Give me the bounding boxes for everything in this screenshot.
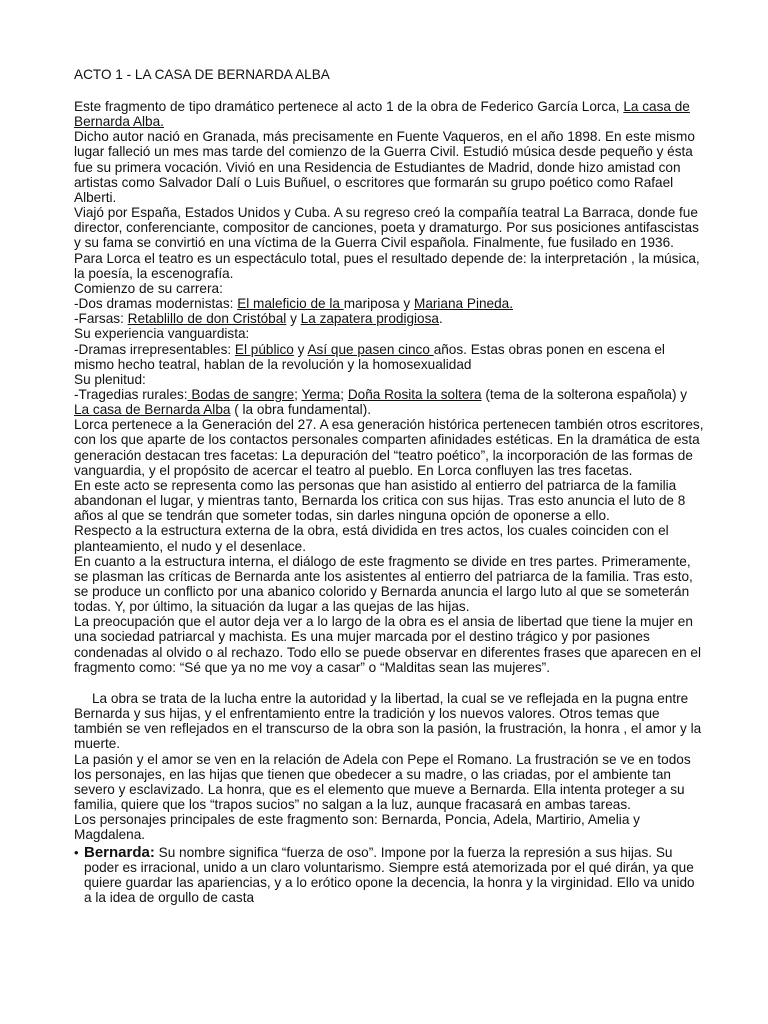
main-characters-paragraph: Los personajes principales de este fragmento son: Bernarda, Poncia, Adela, Martirio, Amelia y Magdalena.	[74, 812, 640, 843]
themes-paragraph: La obra se trata de la lucha entre la autoridad y la libertad, la cual se ve reflejada en la pugna entre Bernarda y sus hijas, y el enfrentamiento entre la tradición y los nuevos valores. Otros temas que también se ven reflejados en el transcurso de la obra son la pasión, la frustración, la honra , el amor y la muerte.	[74, 690, 702, 752]
rural-tragedies-line	[74, 387, 704, 417]
work-el-publico: El público	[234, 341, 294, 357]
work-mariana-pineda: Mariana Pineda.	[414, 296, 513, 312]
unperformable-connector: y	[293, 341, 308, 357]
rural-text: (tema de la solterona española) y	[481, 386, 688, 402]
modernist-dramas-line	[74, 296, 704, 311]
rural-sep-1: ;	[294, 386, 302, 402]
external-structure-paragraph: Respecto a la estructura externa de la obra, está dividida en tres actos, los cuales coinciden con el planteamiento, el nudo y el desenlace.	[74, 523, 669, 554]
author-bio-paragraph: Dicho autor nació en Granada, más precisamente en Fuente Vaqueros, en el año 1898. En este mismo lugar falleció un mes mas tarde del comienzo de la Guerra Civil. Estudió música desde pequeño y ésta fue su primera vocación. Vivió en una Residencia de Estudiantes de Madrid, donde hizo amistad con artistas como Salvador Dalí o Luis Buñuel, o escritores que formarán su grupo poético como Rafael Alberti.	[74, 129, 695, 205]
unperformable-text: años. Estas obras ponen en escena el mismo hecho teatral, hablan de la revolución y la homosexualidad	[74, 341, 665, 372]
theatre-concept-paragraph: Para Lorca el teatro es un espectáculo total, pues el resultado depende de: la interpretación , la música, la poesía, la escenografía.	[74, 250, 700, 281]
farces-connector: y	[286, 311, 301, 327]
intro-text: Este fragmento de tipo dramático pertenece al acto 1 de la obra de Federico García Lorca,	[74, 99, 624, 114]
work-retablillo: Retablillo de don Cristóbal	[127, 311, 287, 327]
farces-line	[74, 311, 704, 326]
document-page	[74, 66, 704, 905]
character-description: Su nombre significa “fuerza de oso”. Impone por la fuerza la represión a sus hijas. Su poder es irracional, unido a un claro voluntarismo. Siempre está atemorizada por el qué dirán, ya que quiere guardar las apariencias, y a lo erótico opone la decencia, la honra y la virginidad. Ello va unido a la idea de orgullo de casta	[84, 844, 695, 905]
act-summary-paragraph: En este acto se representa como las personas que han asistido al entierro del patriarca de la familia abandonan el lugar, y mientras tanto, Bernarda los critica con sus hijas. Tras esto anuncia el luto de 8 años al que se tendrán que someter todas, sin darles ninguna opción de oponerse a ello.	[74, 477, 686, 524]
rural-label: -Tragedias rurales:	[74, 386, 188, 402]
character-name: Bernarda:	[84, 843, 155, 861]
work-asi-que-pasen: Así que pasen cinco	[307, 341, 434, 357]
work-bernarda-alba: La casa de Bernarda Alba	[74, 402, 231, 418]
bullet-icon: •	[74, 844, 79, 860]
generation-27-paragraph: Lorca pertenece a la Generación del 27. A esa generación histórica pertenecen también otros escritores, con los que aparte de los contactos personales comparten afinidades estéticas. En la dramática de esta generación destacan tres facetas: La depuración del “teatro poético”, la incorporación de las formas de vanguardia, y el propósito de acercar el teatro al pueblo. En Lorca confluyen las tres facetas.	[74, 417, 704, 478]
rural-end: ( la obra fundamental).	[230, 402, 371, 418]
document-title: ACTO 1 - LA CASA DE BERNARDA ALBA	[74, 67, 330, 82]
internal-structure-paragraph: En cuanto a la estructura interna, el diálogo de este fragmento se divide en tres partes. Primeramente, se plasman las críticas de Bernarda ante los asistentes al entierro del patriarca de la familia. Tras esto, se produce un conflicto por una abanico colorido y Bernarda anuncia el largo luto al que se someterán todas. Y, por último, la situación da lugar a las quejas de las hijas.	[74, 553, 693, 615]
intro-paragraph	[74, 99, 704, 129]
list-item	[74, 845, 704, 906]
work-dona-rosita: Doña Rosita la soltera	[347, 386, 482, 402]
modernist-label: -Dos dramas modernistas:	[74, 296, 238, 312]
fullness-heading: Su plenitud:	[74, 371, 146, 387]
work-yerma: Yerma	[301, 386, 341, 402]
unperformable-label: -Dramas irrepresentables:	[74, 341, 235, 357]
passion-love-paragraph: La pasión y el amor se ven en la relación de Adela con Pepe el Romano. La frustración se ve en todos los personajes, en las hijas que tienen que obedecer a su madre, o las criadas, por el ambiente tan severo y esclavizado. La honra, que es el elemento que mueve a Bernarda. Ella intenta proteger a su familia, quiere que los “trapos sucios” no salgan a la luz, aunque fracasará en ambas tareas.	[74, 751, 691, 813]
work-title-link: La casa de Bernarda Alba.	[74, 99, 690, 130]
avantgarde-heading: Su experiencia vanguardista:	[74, 326, 250, 342]
farces-label: -Farsas:	[74, 311, 128, 327]
farces-end: .	[438, 311, 443, 327]
document-body	[74, 99, 704, 905]
travels-paragraph: Viajó por España, Estados Unidos y Cuba. A su regreso creó la compañía teatral La Barraca, donde fue director, conferenciante, compositor de canciones, poeta y dramaturgo. Por sus posiciones antifascistas y su fama se convirtió en una víctima de la Guerra Civil española. Finalmente, fue fusilado en 1936.	[74, 205, 699, 251]
rural-sep-2: ;	[340, 386, 348, 402]
unperformable-dramas-line	[74, 342, 704, 372]
work-bodas-de-sangre: Bodas de sangre	[187, 386, 295, 402]
work-maleficio: El maleficio de la	[237, 296, 344, 312]
modernist-text: mariposa y	[343, 296, 414, 312]
career-start-heading: Comienzo de su carrera:	[74, 280, 223, 296]
work-zapatera: La zapatera prodigiosa	[300, 311, 439, 327]
characters-list	[74, 845, 704, 906]
author-concern-paragraph: La preocupación que el autor deja ver a lo largo de la obra es el ansia de libertad que tiene la mujer en una sociedad patriarcal y machista. Es una mujer marcada por el destino trágico y por pasiones condenadas al olvido o al rechazo. Todo ello se puede observar en diferentes frases que aparecen en el fragmento como: “Sé que ya no me voy a casar” o “Malditas sean las mujeres”.	[74, 614, 701, 675]
